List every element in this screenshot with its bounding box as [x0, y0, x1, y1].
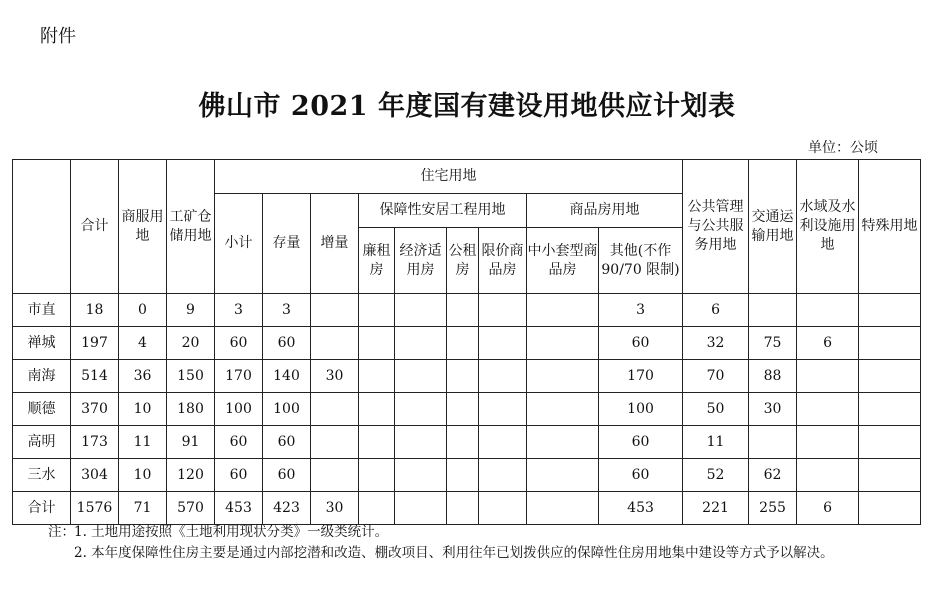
cell-small-commodity	[527, 492, 599, 525]
cell-industrial: 20	[167, 327, 215, 360]
cell-commercial: 36	[119, 360, 167, 393]
cell-lianzu	[359, 492, 395, 525]
cell-increment	[311, 459, 359, 492]
cell-other: 100	[599, 393, 683, 426]
cell-transport: 255	[749, 492, 797, 525]
header-subtotal: 小计	[215, 194, 263, 294]
cell-xianjia	[479, 393, 527, 426]
cell-increment	[311, 426, 359, 459]
cell-jingji	[395, 426, 447, 459]
header-stock: 存量	[263, 194, 311, 294]
cell-industrial: 180	[167, 393, 215, 426]
cell-transport: 75	[749, 327, 797, 360]
cell-commercial: 11	[119, 426, 167, 459]
header-public: 公共管理与公共服务用地	[683, 160, 749, 294]
cell-total: 514	[71, 360, 119, 393]
table-row	[13, 327, 921, 360]
cell-xianjia	[479, 426, 527, 459]
header-affordable: 保障性安居工程用地	[359, 194, 527, 228]
cell-special	[859, 294, 921, 327]
cell-industrial: 150	[167, 360, 215, 393]
cell-lianzu	[359, 327, 395, 360]
header-lianzu: 廉租房	[359, 228, 395, 294]
cell-public: 6	[683, 294, 749, 327]
cell-public: 52	[683, 459, 749, 492]
cell-increment: 30	[311, 492, 359, 525]
cell-commercial: 71	[119, 492, 167, 525]
cell-public: 11	[683, 426, 749, 459]
cell-public: 32	[683, 327, 749, 360]
cell-lianzu	[359, 393, 395, 426]
cell-jingji	[395, 393, 447, 426]
cell-stock: 140	[263, 360, 311, 393]
cell-xianjia	[479, 327, 527, 360]
cell-subtotal: 60	[215, 327, 263, 360]
cell-region: 三水	[13, 459, 71, 492]
cell-lianzu	[359, 360, 395, 393]
cell-special	[859, 393, 921, 426]
attachment-label: 附件	[40, 26, 76, 47]
cell-other: 60	[599, 426, 683, 459]
cell-other: 60	[599, 327, 683, 360]
cell-subtotal: 100	[215, 393, 263, 426]
table-row	[13, 459, 921, 492]
cell-gongzu	[447, 393, 479, 426]
note-2: 2. 本年度保障性住房主要是通过内部挖潜和改造、棚改项目、利用往年已划拨供应的保障性住房用地集中建设等方式予以解决。	[74, 545, 834, 561]
cell-subtotal: 60	[215, 426, 263, 459]
cell-xianjia	[479, 492, 527, 525]
cell-small-commodity	[527, 393, 599, 426]
note-1: 1. 土地用途按照《土地利用现状分类》一级类统计。	[74, 524, 389, 540]
cell-commercial: 0	[119, 294, 167, 327]
cell-small-commodity	[527, 459, 599, 492]
header-residential: 住宅用地	[215, 160, 683, 194]
note-line-1	[48, 522, 388, 543]
cell-transport: 30	[749, 393, 797, 426]
unit-label: 单位：公顷	[808, 140, 878, 156]
cell-commercial: 4	[119, 327, 167, 360]
cell-small-commodity	[527, 360, 599, 393]
cell-public: 70	[683, 360, 749, 393]
cell-region: 高明	[13, 426, 71, 459]
cell-special	[859, 327, 921, 360]
cell-region: 顺德	[13, 393, 71, 426]
cell-subtotal: 453	[215, 492, 263, 525]
cell-gongzu	[447, 426, 479, 459]
cell-water	[797, 393, 859, 426]
header-other: 其他(不作 90/70 限制)	[599, 228, 683, 294]
cell-region: 市直	[13, 294, 71, 327]
cell-transport: 88	[749, 360, 797, 393]
table-row	[13, 426, 921, 459]
cell-total: 173	[71, 426, 119, 459]
cell-xianjia	[479, 459, 527, 492]
header-industrial: 工矿仓储用地	[167, 160, 215, 294]
cell-lianzu	[359, 426, 395, 459]
cell-gongzu	[447, 459, 479, 492]
cell-lianzu	[359, 294, 395, 327]
header-transport: 交通运输用地	[749, 160, 797, 294]
cell-jingji	[395, 294, 447, 327]
cell-region: 禅城	[13, 327, 71, 360]
cell-industrial: 570	[167, 492, 215, 525]
cell-stock: 423	[263, 492, 311, 525]
header-water: 水域及水利设施用地	[797, 160, 859, 294]
cell-public: 221	[683, 492, 749, 525]
cell-total: 1576	[71, 492, 119, 525]
cell-total: 304	[71, 459, 119, 492]
cell-water	[797, 459, 859, 492]
cell-special	[859, 426, 921, 459]
cell-small-commodity	[527, 327, 599, 360]
cell-stock: 60	[263, 327, 311, 360]
header-increment: 增量	[311, 194, 359, 294]
header-commodity: 商品房用地	[527, 194, 683, 228]
notes-label: 注：	[48, 524, 75, 540]
table-row-total	[13, 492, 921, 525]
table-row	[13, 360, 921, 393]
cell-industrial: 91	[167, 426, 215, 459]
header-gongzu: 公租房	[447, 228, 479, 294]
cell-region: 南海	[13, 360, 71, 393]
cell-gongzu	[447, 327, 479, 360]
cell-water: 6	[797, 327, 859, 360]
cell-other: 170	[599, 360, 683, 393]
cell-other: 60	[599, 459, 683, 492]
cell-increment	[311, 393, 359, 426]
header-small-commodity: 中小套型商品房	[527, 228, 599, 294]
cell-jingji	[395, 360, 447, 393]
page-title: 佛山市 2021 年度国有建设用地供应计划表	[198, 91, 736, 122]
cell-region: 合计	[13, 492, 71, 525]
cell-water	[797, 360, 859, 393]
cell-xianjia	[479, 294, 527, 327]
header-xianjia: 限价商品房	[479, 228, 527, 294]
cell-public: 50	[683, 393, 749, 426]
cell-subtotal: 170	[215, 360, 263, 393]
cell-total: 18	[71, 294, 119, 327]
cell-subtotal: 3	[215, 294, 263, 327]
cell-jingji	[395, 492, 447, 525]
land-supply-table	[12, 159, 921, 525]
cell-stock: 3	[263, 294, 311, 327]
cell-total: 370	[71, 393, 119, 426]
header-jingji: 经济适用房	[395, 228, 447, 294]
cell-industrial: 9	[167, 294, 215, 327]
cell-gongzu	[447, 360, 479, 393]
cell-total: 197	[71, 327, 119, 360]
cell-stock: 60	[263, 459, 311, 492]
cell-industrial: 120	[167, 459, 215, 492]
cell-stock: 100	[263, 393, 311, 426]
table-row	[13, 393, 921, 426]
cell-gongzu	[447, 492, 479, 525]
cell-gongzu	[447, 294, 479, 327]
cell-water	[797, 294, 859, 327]
cell-xianjia	[479, 360, 527, 393]
header-total: 合计	[71, 160, 119, 294]
header-region	[13, 160, 71, 294]
cell-transport: 62	[749, 459, 797, 492]
cell-special	[859, 459, 921, 492]
cell-increment: 30	[311, 360, 359, 393]
cell-transport	[749, 294, 797, 327]
header-special: 特殊用地	[859, 160, 921, 294]
header-commercial: 商服用地	[119, 160, 167, 294]
cell-jingji	[395, 327, 447, 360]
cell-increment	[311, 327, 359, 360]
cell-small-commodity	[527, 294, 599, 327]
cell-special	[859, 492, 921, 525]
cell-jingji	[395, 459, 447, 492]
cell-other: 453	[599, 492, 683, 525]
cell-lianzu	[359, 459, 395, 492]
cell-special	[859, 360, 921, 393]
cell-stock: 60	[263, 426, 311, 459]
table-row	[13, 294, 921, 327]
cell-commercial: 10	[119, 393, 167, 426]
cell-subtotal: 60	[215, 459, 263, 492]
cell-commercial: 10	[119, 459, 167, 492]
cell-small-commodity	[527, 426, 599, 459]
cell-other: 3	[599, 294, 683, 327]
cell-transport	[749, 426, 797, 459]
cell-water: 6	[797, 492, 859, 525]
cell-water	[797, 426, 859, 459]
cell-increment	[311, 294, 359, 327]
